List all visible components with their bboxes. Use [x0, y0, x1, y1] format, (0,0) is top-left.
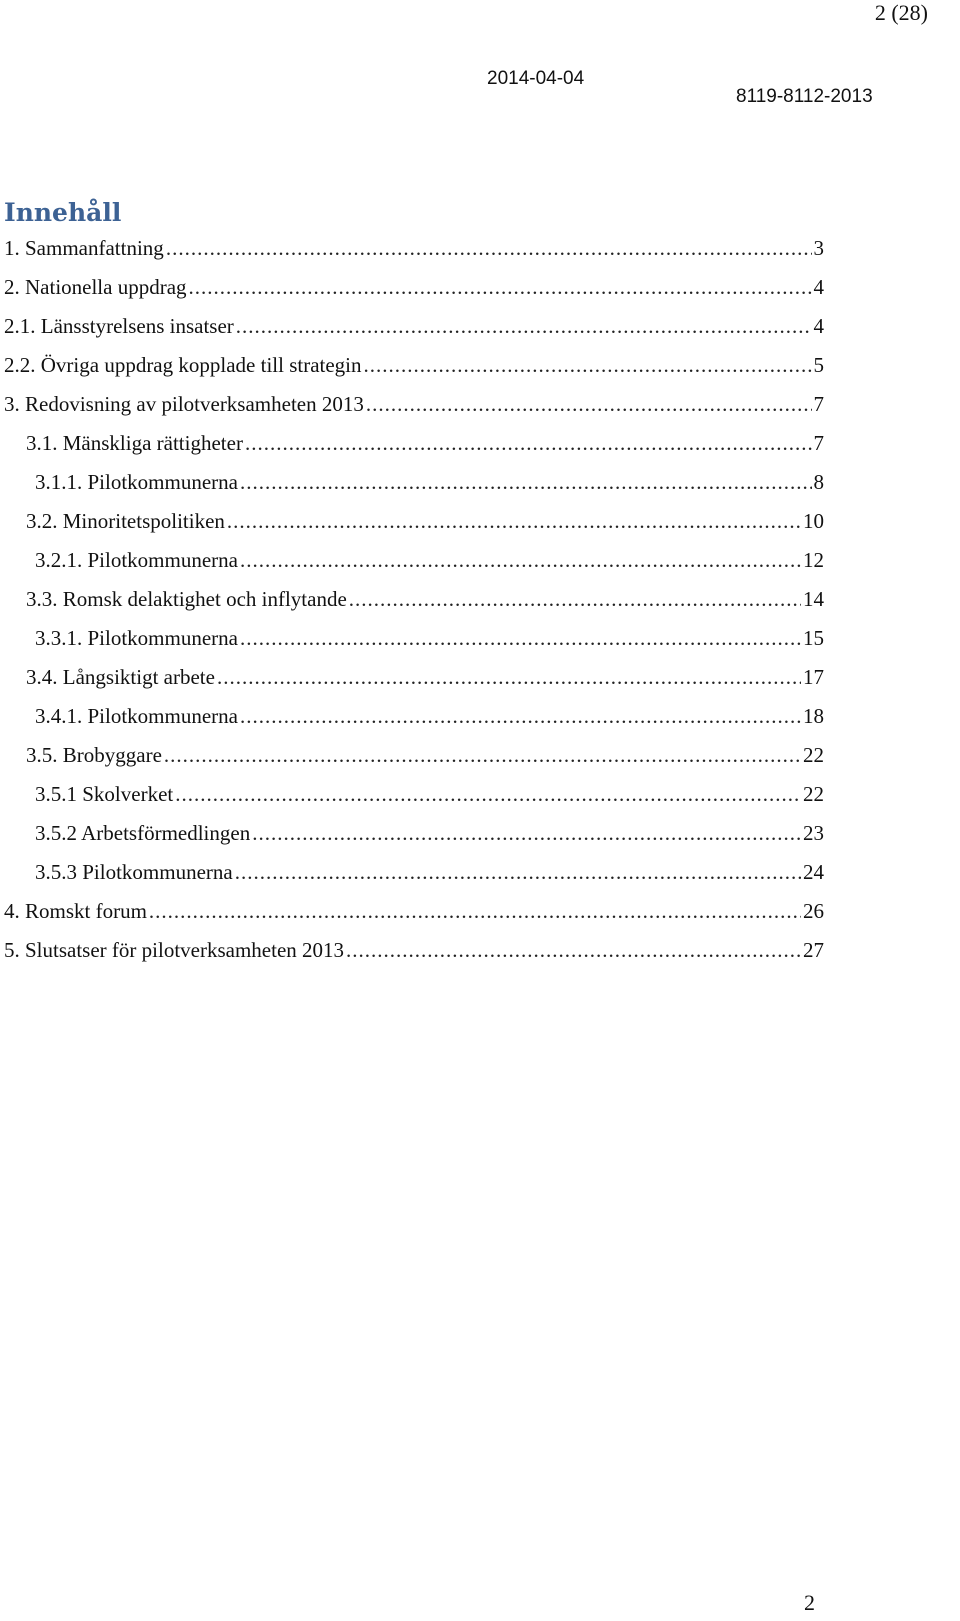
toc-entry[interactable]: [4, 353, 824, 392]
toc-leader: [227, 509, 801, 534]
toc-entry-title: 1. Sammanfattning: [4, 236, 164, 260]
toc-leader: [175, 782, 801, 807]
toc-entry[interactable]: [4, 392, 824, 431]
toc-entry-title: 2. Nationella uppdrag: [4, 275, 187, 299]
toc-entry-title: 5. Slutsatser för pilotverksamheten 2013: [4, 938, 345, 962]
toc-entry-page: 17: [803, 665, 824, 689]
toc-leader: [235, 860, 801, 885]
toc-entry-title: 2.2. Övriga uppdrag kopplade till strategin: [4, 353, 362, 377]
toc-leader: [252, 821, 801, 846]
toc-heading: Innehåll: [4, 198, 122, 227]
toc-entry[interactable]: [4, 626, 824, 665]
toc-entry[interactable]: [4, 431, 824, 470]
toc-leader: [217, 665, 801, 690]
toc-entry[interactable]: [4, 821, 824, 860]
toc-leader: [149, 899, 801, 924]
toc-leader: [366, 392, 812, 417]
toc-leader: [349, 587, 801, 612]
toc-entry-page: 22: [803, 782, 824, 806]
toc-entry-title: 3.1. Mänskliga rättigheter: [26, 431, 243, 455]
toc-leader: [364, 353, 812, 378]
toc-entry[interactable]: [4, 782, 824, 821]
toc-entry-title: 3.3.1. Pilotkommunerna: [35, 626, 238, 650]
toc-entry-page: 24: [803, 860, 824, 884]
toc-entry-title: 3.5.2 Arbetsförmedlingen: [35, 821, 251, 845]
toc-entry-title: 3. Redovisning av pilotverksamheten 2013: [4, 392, 364, 416]
toc-entry[interactable]: [4, 275, 824, 314]
page-indicator: 2 (28): [874, 0, 928, 25]
toc-entry-page: 8: [813, 470, 824, 494]
toc-entry-page: 7: [813, 431, 824, 455]
toc-entry[interactable]: [4, 314, 824, 353]
toc-entry-title: 3.3. Romsk delaktighet och inflytande: [26, 587, 347, 611]
toc-entry-page: 3: [813, 236, 824, 260]
toc-entry[interactable]: [4, 587, 824, 626]
toc-entry[interactable]: [4, 704, 824, 743]
toc-entry-page: 22: [803, 743, 824, 767]
document-date: 2014-04-04: [487, 68, 585, 89]
toc-entry-page: 10: [803, 509, 824, 533]
toc-entry-title: 2.1. Länsstyrelsens insatser: [4, 314, 234, 338]
toc-leader: [166, 236, 812, 261]
toc-entry[interactable]: [4, 938, 824, 977]
toc-leader: [164, 743, 801, 768]
toc-leader: [240, 548, 801, 573]
toc-entry-title: 3.2. Minoritetspolitiken: [26, 509, 225, 533]
toc-entry[interactable]: [4, 899, 824, 938]
toc-entry[interactable]: [4, 743, 824, 782]
document-number: 8119-8112-2013: [736, 86, 873, 107]
toc-entry[interactable]: [4, 470, 824, 509]
toc-entry-title: 3.1.1. Pilotkommunerna: [35, 470, 238, 494]
toc-entry[interactable]: [4, 860, 824, 899]
toc-entry-page: 7: [813, 392, 824, 416]
toc-entry-title: 3.4.1. Pilotkommunerna: [35, 704, 238, 728]
toc-entry-page: 26: [803, 899, 824, 923]
toc-leader: [240, 626, 801, 651]
toc-leader: [189, 275, 812, 300]
toc-entry-page: 4: [813, 314, 824, 338]
toc-leader: [346, 938, 801, 963]
toc-entry-page: 18: [803, 704, 824, 728]
toc-entry[interactable]: [4, 509, 824, 548]
toc-entry-page: 12: [803, 548, 824, 572]
toc-entry-title: 3.5. Brobyggare: [26, 743, 162, 767]
toc-entry-title: 3.2.1. Pilotkommunerna: [35, 548, 238, 572]
toc-leader: [240, 704, 801, 729]
toc-leader: [240, 470, 812, 495]
toc-entry-title: 3.5.1 Skolverket: [35, 782, 174, 806]
toc-entry[interactable]: [4, 236, 824, 275]
toc-entry-page: 27: [803, 938, 824, 962]
toc-entry-page: 5: [813, 353, 824, 377]
toc-entry-title: 3.5.3 Pilotkommunerna: [35, 860, 233, 884]
table-of-contents: [4, 236, 824, 977]
toc-entry-page: 15: [803, 626, 824, 650]
toc-entry-title: 3.4. Långsiktigt arbete: [26, 665, 215, 689]
toc-entry-page: 4: [813, 275, 824, 299]
toc-entry-title: 4. Romskt forum: [4, 899, 147, 923]
toc-leader: [236, 314, 812, 339]
toc-leader: [245, 431, 812, 456]
toc-entry-page: 23: [803, 821, 824, 845]
toc-entry[interactable]: [4, 665, 824, 704]
toc-entry[interactable]: [4, 548, 824, 587]
toc-entry-page: 14: [803, 587, 824, 611]
footer-page-number: 2: [804, 1590, 815, 1615]
